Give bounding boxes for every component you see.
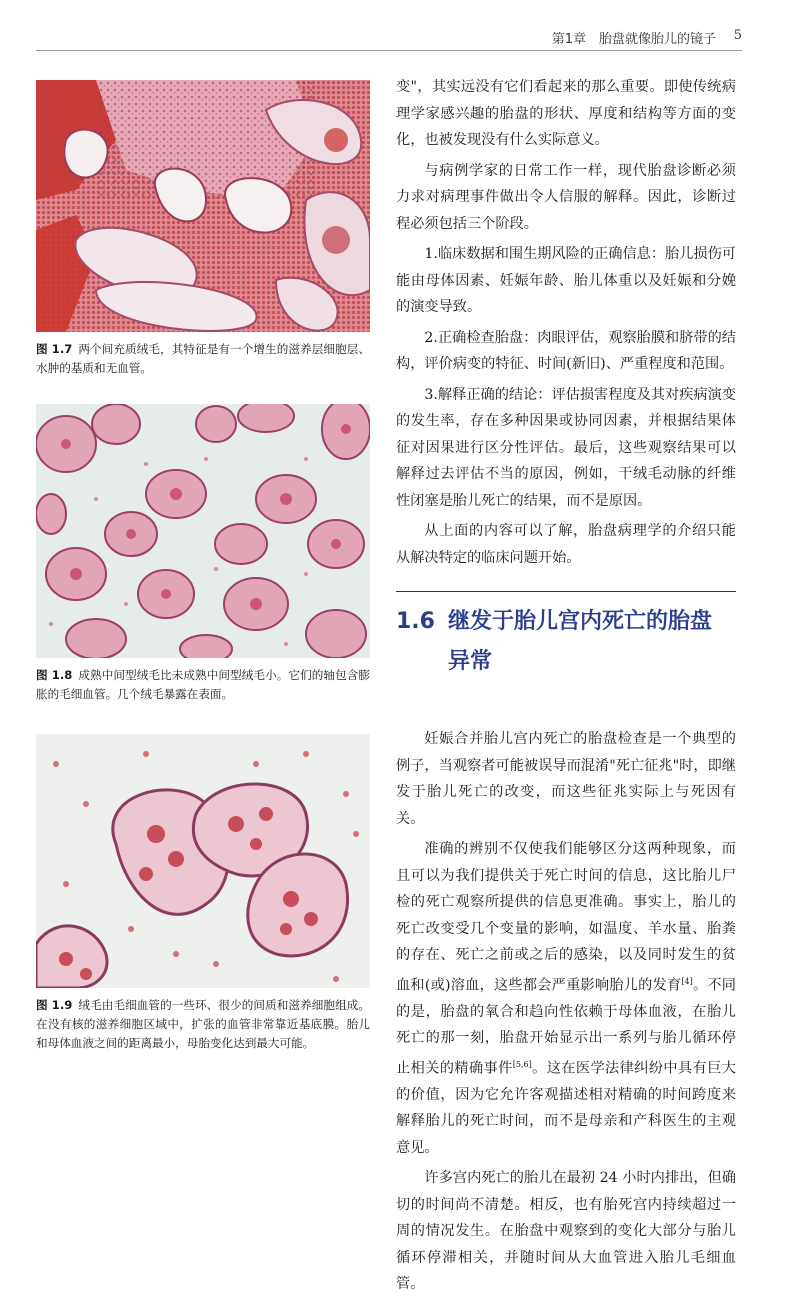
paragraph: 从上面的内容可以了解，胎盘病理学的介绍只能从解决特定的临床问题开始。: [396, 523, 736, 566]
paragraph: 变"，其实远没有它们看起来的那么重要。即使传统病理学家感兴趣的胎盘的形状、厚度和结构等方面的变化，也被发现没有什么实际意义。: [396, 79, 736, 148]
paragraph: 妊娠合并胎儿宫内死亡的胎盘检查是一个典型的例子，当观察者可能被误导而混淆"死亡征兆"时，即继发于胎儿死亡的改变，而这些征兆实际上与死因有关。: [396, 731, 736, 827]
figure-1-8: [36, 404, 370, 704]
chapter-title: 第1章 胎盘就像胎儿的镜子: [551, 32, 716, 47]
micrograph-1-9: [36, 734, 370, 988]
caption-text: 成熟中间型绒毛比未成熟中间型绒毛小。它们的轴包含膨胀的毛细血管。几个绒毛暴露在表面。: [36, 668, 370, 701]
paragraph-text: 准确的辨别不仅使我们能够区分这两种现象，而且可以为我们提供关于死亡时间的信息，这比胎儿尸检的死亡观察所提供的信息更准确。事实上，胎儿的死亡改变受几个变量的影响，如温度、羊水量、胎粪的存在、死亡之前或之后的感染，以及同时发生的贫血和(或)溶血，这些都会严重影响胎儿的发育: [396, 841, 736, 994]
paragraph-text: 。不同的是，胎盘的氧合和趋向性依赖于母体血液，在胎儿死亡的那一刻，胎盘开始显示出一系列与胎儿循环停止相关的精确事件: [396, 977, 736, 1077]
figure-caption: [36, 666, 370, 704]
caption-text: 两个间充质绒毛，其特征是有一个增生的滋养层细胞层、水肿的基质和无血管。: [36, 342, 370, 375]
citation: [5,6]: [512, 1059, 532, 1069]
figure-label: 图 1.8: [36, 668, 73, 682]
page-number: 5: [733, 28, 742, 43]
paragraph-text: 。这在医学法律纠纷中具有巨大的价值，因为它允许客观描述相对精确的时间跨度来解释胎儿的死亡时间，而不是母亲和产科医生的主观意见。: [396, 1060, 736, 1156]
right-column: [396, 74, 736, 1302]
paragraph: 1.临床数据和围生期风险的正确信息：胎儿损伤可能由母体因素、妊娠年龄、胎儿体重以及妊娠和分娩的演变导致。: [396, 246, 736, 315]
section-heading: [396, 591, 736, 702]
figure-1-7: [36, 80, 370, 378]
caption-text: 绒毛由毛细血管的一些环、很少的间质和滋养细胞组成。在没有核的滋养细胞区域中，扩张的血管非常靠近基底膜。胎儿和母体血液之间的距离最小，母胎变化达到最大可能。: [36, 998, 370, 1050]
section-title: 继发于胎儿宫内死亡的胎盘: [448, 609, 713, 634]
figure-caption: [36, 340, 370, 378]
figure-caption: [36, 996, 370, 1053]
micrograph-1-7: [36, 80, 370, 332]
paragraph: [396, 836, 736, 1161]
figure-label: 图 1.7: [36, 342, 73, 356]
citation: [4]: [681, 976, 693, 986]
figure-1-9: [36, 734, 370, 1053]
figure-label: 图 1.9: [36, 998, 73, 1012]
page-header: [36, 16, 742, 51]
paragraph: 与病例学家的日常工作一样，现代胎盘诊断必须力求对病理事件做出令人信服的解释。因此，诊断过程必须包括三个阶段。: [396, 162, 736, 232]
micrograph-1-8: [36, 404, 370, 658]
paragraph: 许多宫内死亡的胎儿在最初 24 小时内排出，但确切的时间尚不清楚。相反，也有胎死宫内持续超过一周的情况发生。在胎盘中观察到的变化大部分与胎儿循环停滞相关，并随时间从大血管进入胎儿毛细血管。: [396, 1170, 736, 1293]
paragraph: 3.解释正确的结论：评估损害程度及其对疾病演变的发生率，存在多种因果或协同因素，并根据结果体征对因果进行区分性评估。最后，这些观察结果可以解释过去评估不当的原因，例如，干绒毛动脉的纤维性闭塞是胎儿死亡的结果，而不是原因。: [396, 386, 736, 509]
paragraph: 2.正确检查胎盘：肉眼评估，观察胎膜和脐带的结构，评价病变的特征、时间(新旧)、严重程度和范围。: [396, 329, 736, 372]
section-title-cont: 异常: [448, 649, 493, 674]
section-number: 1.6: [396, 609, 435, 634]
